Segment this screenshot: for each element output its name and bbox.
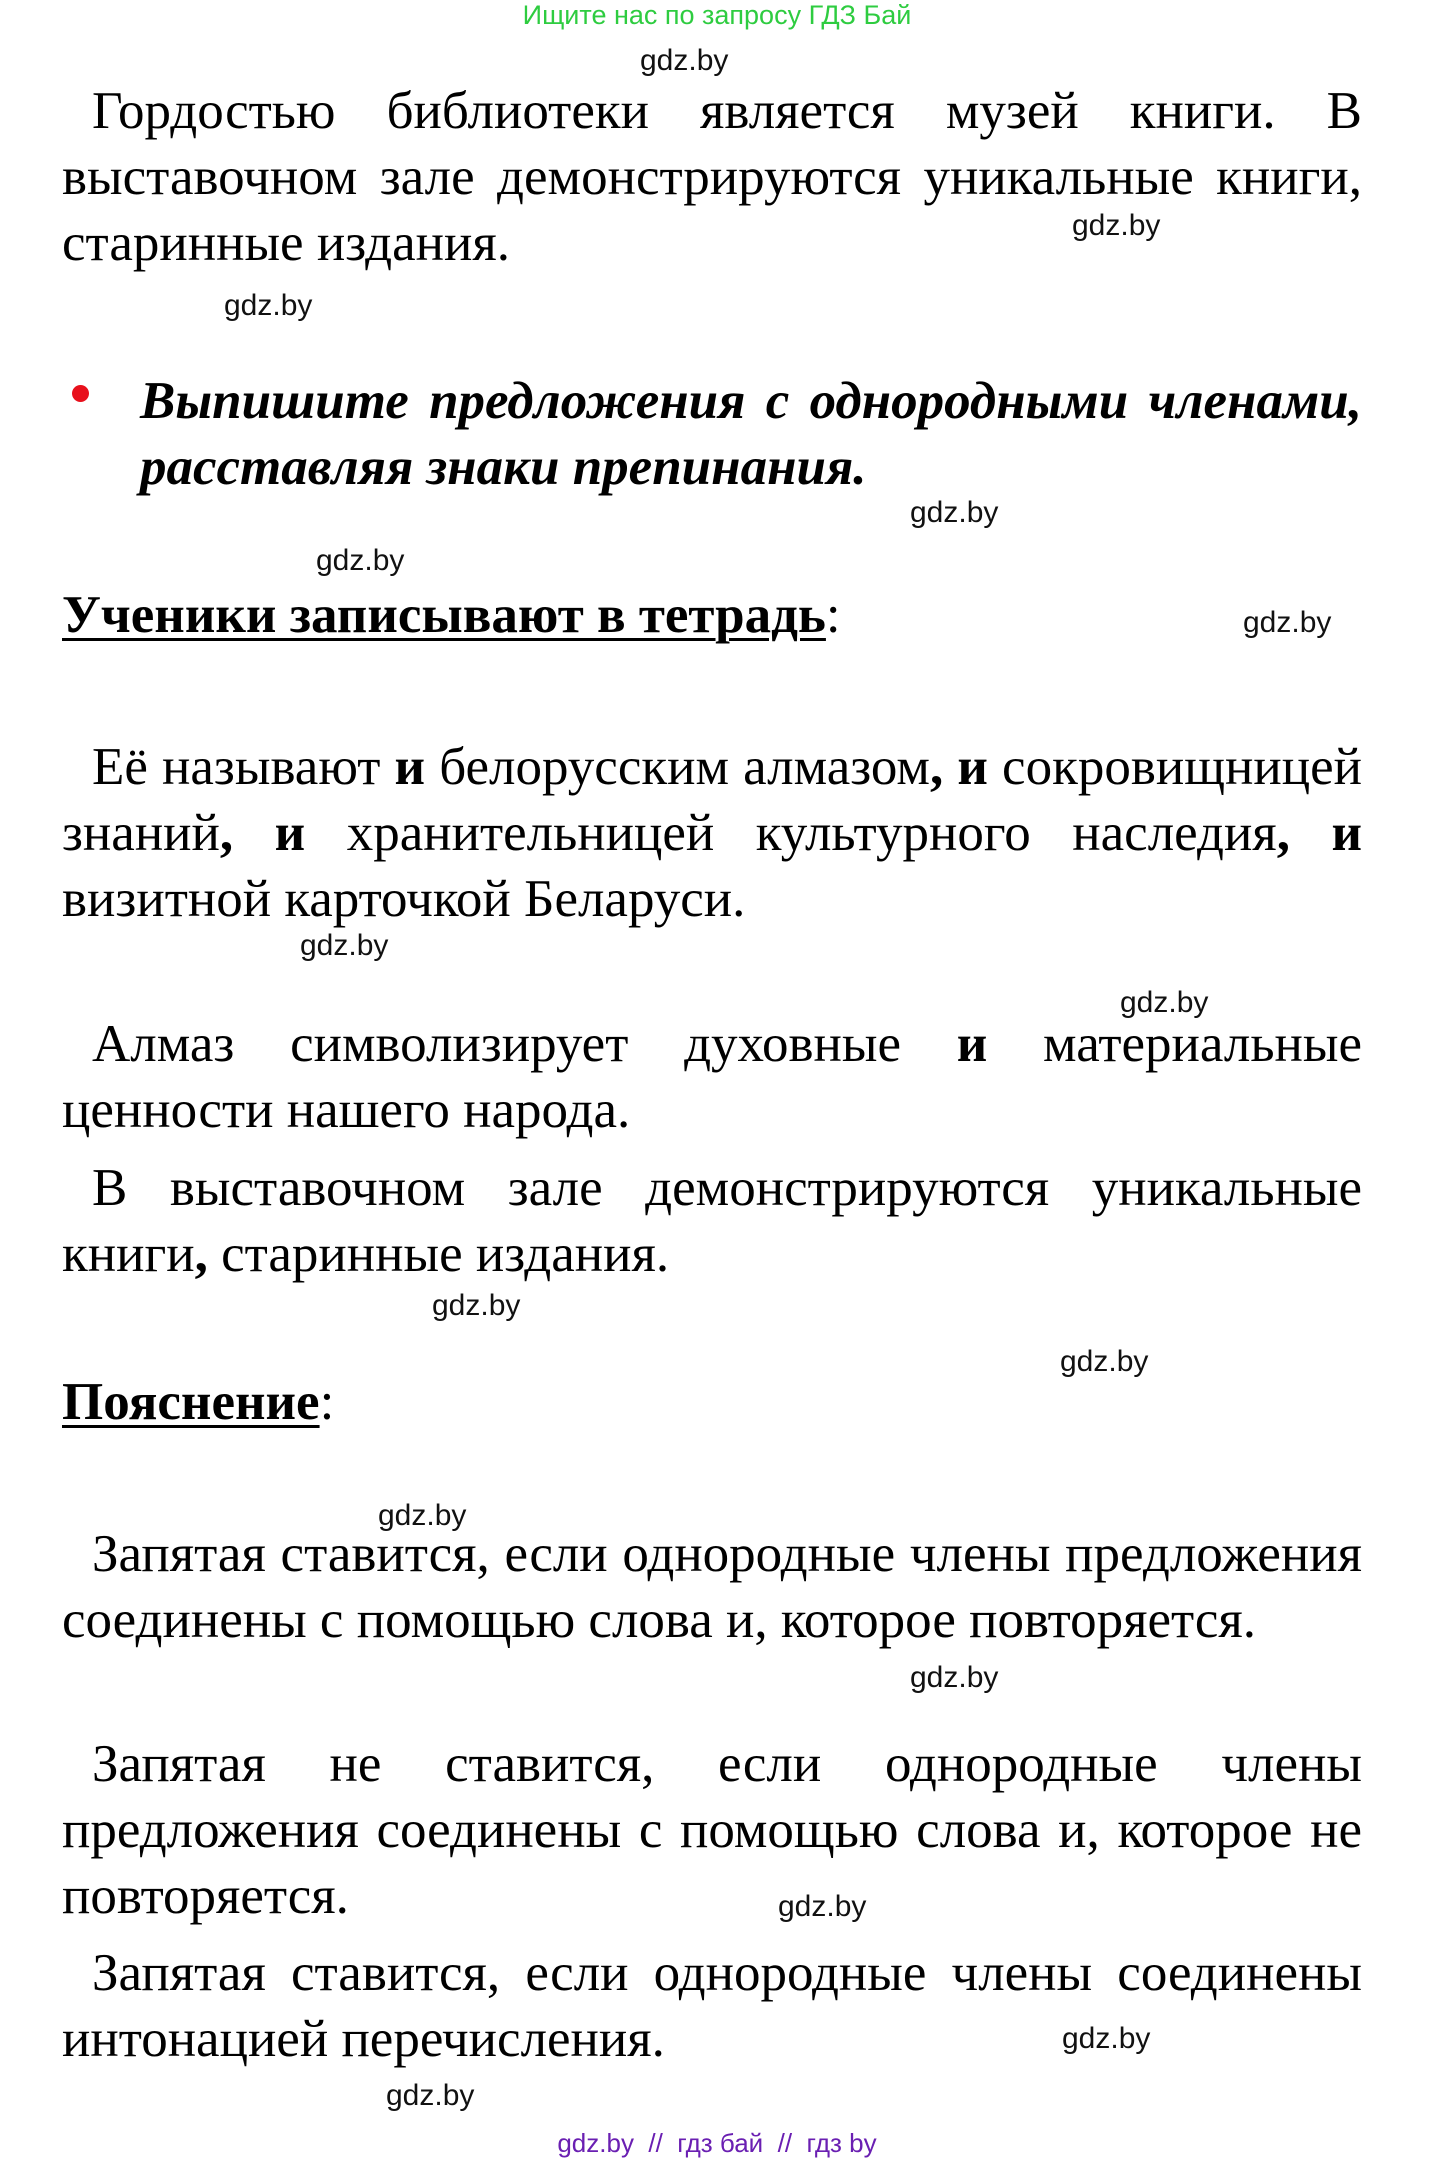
conjunction: , и [1276, 804, 1362, 862]
rule-text: Запятая ставится, если однородные члены предложения соединены с помощью слова и, которое повторяется. [62, 1525, 1362, 1649]
sentence-part: В выставочном зале демонстрируются уникальные книги [62, 1159, 1362, 1283]
sentence-part: старинные издания. [221, 1225, 670, 1283]
rule-3 [62, 1940, 1362, 2072]
sentence-part: Её называют [92, 738, 381, 796]
watermark: gdz.by [1060, 1345, 1149, 1378]
explanation-heading [62, 1369, 334, 1435]
watermark: gdz.by [778, 1890, 867, 1923]
watermark: gdz.by [1243, 606, 1332, 639]
answer-heading-text: Ученики записывают в тетрадь [62, 586, 826, 644]
sentence-part: визитной карточкой Беларуси. [62, 870, 746, 928]
explanation-heading-text: Пояснение [62, 1373, 320, 1431]
answer-heading-colon: : [825, 586, 841, 644]
footer-links[interactable]: gdz.by // гдз бай // гдз by [557, 2128, 877, 2158]
watermark: gdz.by [300, 929, 389, 962]
watermark: gdz.by [386, 2079, 475, 2112]
sentence-part: сокровищницей знаний [62, 738, 1362, 862]
sentence-part: белорусским алмазом [439, 738, 930, 796]
rule-text: Запятая ставится, если однородные члены соединены интонацией перечисления. [62, 1944, 1362, 2068]
answer-heading [62, 582, 841, 648]
conjunction: и [394, 738, 426, 796]
conjunction: и [956, 1015, 988, 1073]
watermark: gdz.by [378, 1499, 467, 1532]
task-text: Выпишите предложения с однородными членами, расставляя знаки препинания. [140, 372, 1362, 496]
rule-2 [62, 1731, 1362, 1929]
sentence-part: материальные ценности нашего народа. [62, 1015, 1363, 1139]
conjunction: , и [929, 738, 988, 796]
watermark: gdz.by [1072, 209, 1161, 242]
conjunction: , [194, 1225, 208, 1283]
answer-sentence-1 [62, 734, 1362, 932]
watermark: gdz.by [224, 289, 313, 322]
watermark: gdz.by [1062, 2022, 1151, 2055]
watermark: gdz.by [316, 544, 405, 577]
watermark: gdz.by [640, 44, 729, 77]
intro-paragraph [62, 78, 1362, 276]
answer-sentence-3 [62, 1155, 1362, 1287]
watermark: gdz.by [910, 1661, 999, 1694]
rule-1 [62, 1521, 1362, 1653]
explanation-heading-colon: : [319, 1373, 335, 1431]
rule-text: Запятая не ставится, если однородные члены предложения соединены с помощью слова и, которое не повторяется. [62, 1735, 1362, 1925]
watermark: gdz.by [910, 496, 999, 529]
answer-sentence-2 [62, 1011, 1362, 1143]
bullet-icon [72, 385, 89, 402]
conjunction: , и [219, 804, 306, 862]
watermark: gdz.by [1120, 986, 1209, 1019]
sentence-part: Алмаз символизирует духовные [92, 1015, 902, 1073]
watermark: gdz.by [432, 1289, 521, 1322]
intro-paragraph-text: Гордостью библиотеки является музей книги. В выставочном зале демонстрируются уникальные книги, старинные издания. [62, 82, 1362, 272]
header-search-link[interactable]: Ищите нас по запросу ГДЗ Бай [522, 0, 912, 30]
sentence-part: хранительницей культурного наследия [346, 804, 1277, 862]
